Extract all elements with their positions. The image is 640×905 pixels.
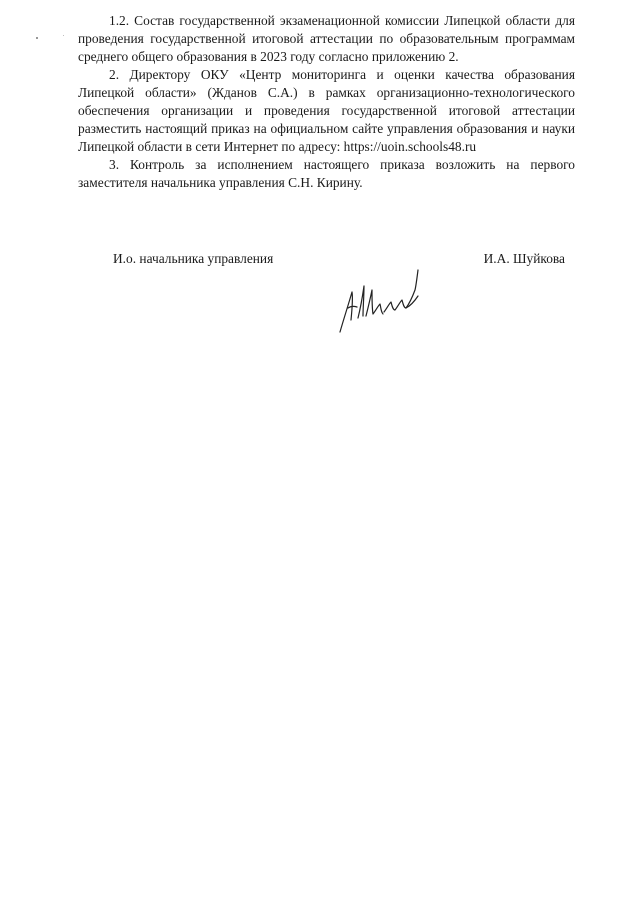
handwritten-signature — [336, 262, 428, 334]
signatory-name: И.А. Шуйкова — [483, 251, 565, 266]
signatory-title: И.о. начальника управления — [113, 251, 274, 266]
paragraph-2: 2. Директору ОКУ «Центр мониторинга и оценки качества образования Липецкой области» (Жданов С.А.) в рамках организационно-технологического обеспечения организации и проведения государственной итоговой аттестации разместить настоящий приказ на официальном сайте управления образования и науки Липецкой области в сети Интернет по адресу: https://uoin.schools48.ru — [78, 67, 575, 154]
paragraph-1-2: 1.2. Состав государственной экзаменационной комиссии Липецкой области для проведения государственной итоговой аттестации по образовательным программам среднего общего образования в 2023 году согласно приложению 2. — [78, 13, 575, 64]
paragraph-3: 3. Контроль за исполнением настоящего приказа возложить на первого заместителя начальника управления С.Н. Кирину. — [78, 157, 575, 190]
